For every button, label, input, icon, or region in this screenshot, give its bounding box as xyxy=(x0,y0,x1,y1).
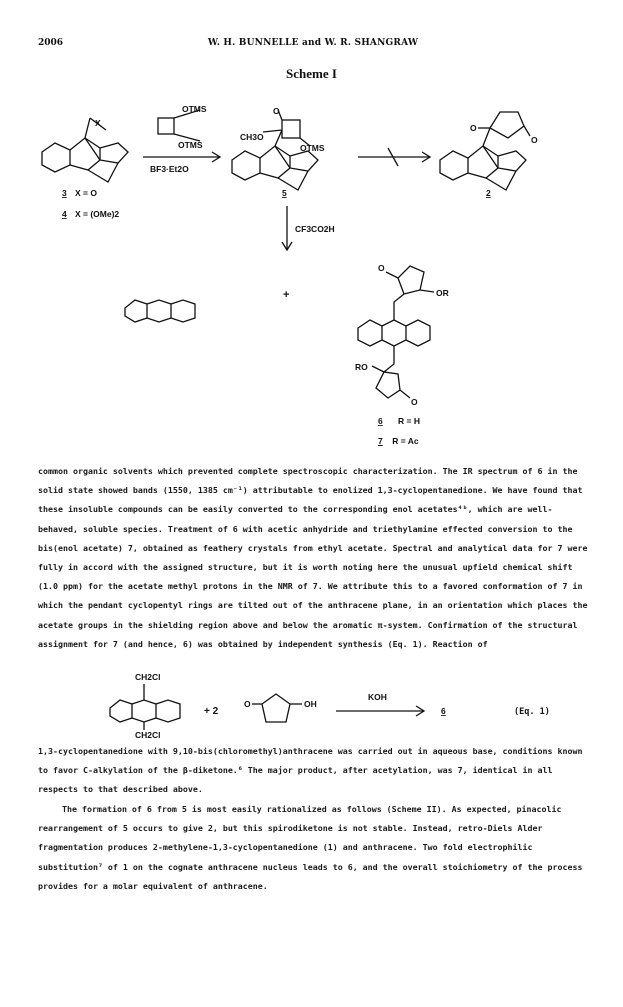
acid-label: CF3CO2H xyxy=(295,224,335,234)
equation-1-diagram xyxy=(0,660,623,740)
paragraph-2 xyxy=(38,742,588,800)
reagent-bottom-label: OTMS xyxy=(178,140,203,150)
carbonyl-o-6b: O xyxy=(411,397,418,407)
paragraph-1 xyxy=(38,462,588,654)
compound-7-line xyxy=(378,436,419,446)
compound-3-number: 3 xyxy=(62,188,67,198)
compound-2-structure xyxy=(440,112,530,190)
eq-coefficient: + 2 xyxy=(204,706,219,717)
running-title: W. H. BUNNELLE and W. R. SHANGRAW xyxy=(207,38,419,48)
compound-7-number: 7 xyxy=(378,436,383,446)
compound-6-number: 6 xyxy=(378,416,383,426)
ro-label: RO xyxy=(355,362,368,372)
eq-carbonyl-o: O xyxy=(244,699,251,709)
eq-reagent: KOH xyxy=(368,692,387,702)
scheme-diagram xyxy=(0,88,623,433)
page-header xyxy=(38,38,588,52)
compound-6-structure xyxy=(358,266,434,398)
carbonyl-o-2b: O xyxy=(531,135,538,145)
equation-label: (Eq. 1) xyxy=(514,707,550,717)
compound-4-number: 4 xyxy=(62,209,67,219)
eq-top-group: CH2Cl xyxy=(135,672,161,682)
eq-product: 6 xyxy=(441,706,446,716)
carbonyl-o-6a: O xyxy=(378,263,385,273)
or-label: OR xyxy=(436,288,449,298)
paragraph-3 xyxy=(38,800,588,896)
eq-bottom-group: CH2Cl xyxy=(135,730,161,740)
otms-label-5: OTMS xyxy=(300,143,325,153)
paragraph-1-text: common organic solvents which prevented complete spectroscopic characterization. The IR spectrum of 6 in the solid state showed bands (1550, 1385 cm⁻¹) attributable to enolized 1,3-cyclopentanedione. We have found that these insoluble compounds can be easily converted to the corresponding enol acetates⁴ᵇ, which are well-behaved, soluble species. Treatment of 6 with acetic anhydride and triethylamine effected conversion to the bis(enol acetate) 7, obtained as feathery crystals from ethyl acetate. Spectral and analytical data for 7 were fully in accord with the assigned structure, but it is worth noting here the unusual upfield chemical shift (1.0 ppm) for the acetate methyl protons in the NMR of 7. We attribute this to a favored conformation of 7 in which the pendant cyclopentyl rings are tilted out of the anthracene plane, in an orientation which places the acetate groups in the shielding region above and below the aromatic π-system. Confirmation of the structural assignment for 7 (and hence, 6) was obtained by independent synthesis (Eq. 1). Reaction of xyxy=(38,466,588,649)
page-number: 2006 xyxy=(38,38,64,48)
compound-3-definition: X = O xyxy=(75,188,97,198)
catalyst-label: BF3·Et2O xyxy=(150,164,189,174)
compound-2-number: 2 xyxy=(486,188,491,198)
compound-5-number: 5 xyxy=(282,188,287,198)
carbonyl-o-5: O xyxy=(273,106,280,116)
ch3o-label: CH3O xyxy=(240,132,264,142)
plus-sign: + xyxy=(283,289,290,301)
reagent-top-label: OTMS xyxy=(182,104,207,114)
carbonyl-o-2a: O xyxy=(470,123,477,133)
compound-7-definition: R = Ac xyxy=(392,436,419,446)
paragraph-2-text: 1,3-cyclopentanedione with 9,10-bis(chloromethyl)anthracene was carried out in aqueous base, conditions known to favor C-alkylation of the β-diketone.⁶ The major product, after acetylation, was 7, identical in all respects to that described above. xyxy=(38,746,583,795)
compound-6-definition: R = H xyxy=(398,416,420,426)
paragraph-3-text: The formation of 6 from 5 is most easily rationalized as follows (Scheme II). As expected, pinacolic rearrangement of 5 occurs to give 2, but this spirodiketone is not stable. Instead, retro-Diels Alder fragmentation produces 2-methylene-1,3-cyclopentanedione (1) and anthracene. Two fold electrophilic substitution⁷ of 1 on the cognate anthracene nucleus leads to 6, and the overall stoichiometry of the process provides for a molar equivalent of anthracene. xyxy=(38,804,583,891)
x-label: X xyxy=(95,118,101,128)
eq-oh: OH xyxy=(304,699,317,709)
anthracene-structure xyxy=(125,300,195,322)
compound-4-definition: X = (OMe)2 xyxy=(75,209,120,219)
compound-3-structure xyxy=(42,118,128,182)
scheme-title: Scheme I xyxy=(286,66,337,81)
cyclobutene-reagent xyxy=(158,110,200,141)
